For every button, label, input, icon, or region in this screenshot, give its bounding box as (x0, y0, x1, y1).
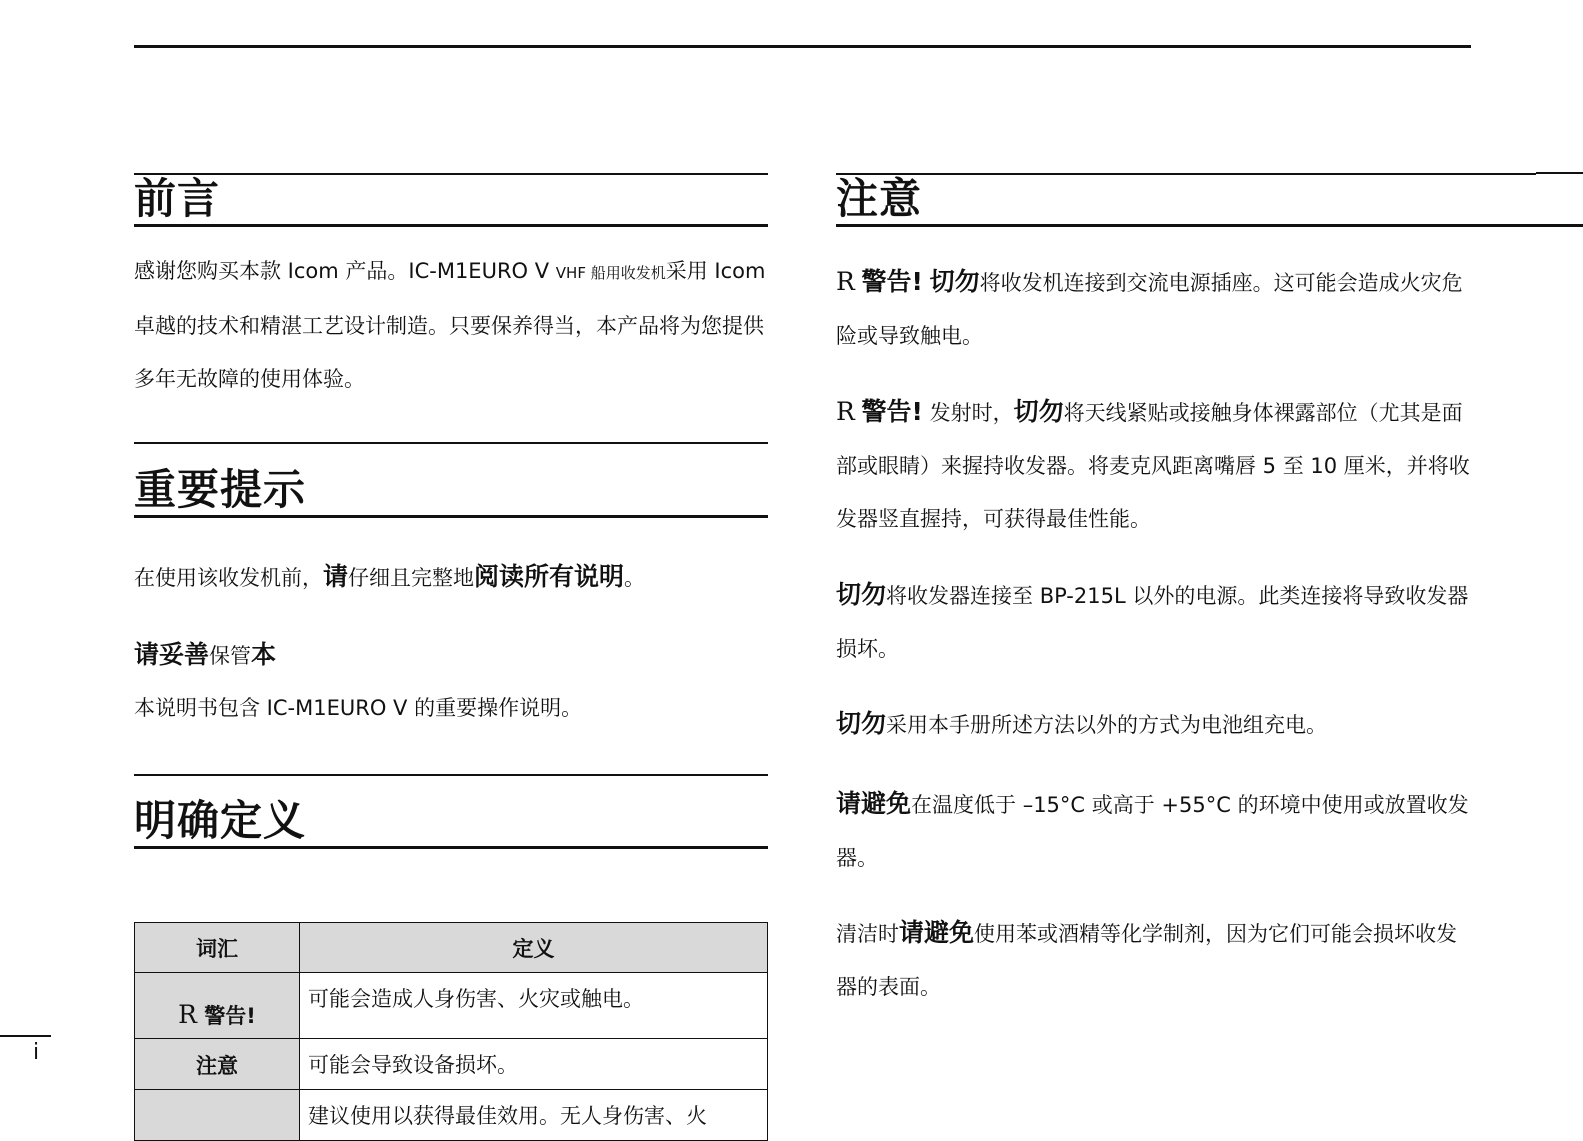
body-text: 将天线紧贴或接触身体裸露部位（尤其是面部或眼睛）来握持收发器。将麦克风距离嘴唇 5 至 10 厘米，并将收发器竖直握持，可获得最佳性能。 (836, 401, 1470, 531)
emphasis-text: 请避免 (899, 918, 975, 947)
warning-label: 警告! (861, 267, 923, 296)
preface-body (134, 245, 770, 406)
warning-symbol-icon: R (836, 267, 855, 296)
term-cell (135, 1090, 300, 1141)
term-cell (135, 973, 300, 1039)
body-text-pre: 清洁时 (836, 922, 899, 946)
important-text-d: 阅读所有说明 (474, 562, 625, 591)
caution-paragraph-4 (836, 697, 1496, 752)
preface-text-1: 感谢您购买本款 Icom 产品。IC-M1EURO V (134, 259, 556, 283)
important-line-1 (134, 550, 794, 605)
emphasis-text: 请避免 (836, 789, 912, 818)
keep-text-b: 保管 (209, 644, 252, 668)
caution-paragraph-3 (836, 568, 1476, 676)
warning-symbol-icon: R (178, 1000, 197, 1029)
caution-paragraph-1 (836, 255, 1476, 363)
caution-paragraph-5 (836, 777, 1476, 885)
important-text-b: 请 (323, 562, 349, 591)
preface-text-small: VHF 船用收发机 (555, 264, 666, 282)
caution-paragraph-2 (836, 385, 1476, 546)
table-row (135, 973, 768, 1039)
caution-top-rule-right (1536, 172, 1583, 174)
caution-title: 注意 (836, 174, 923, 223)
preface-top-rule (134, 173, 768, 175)
body-text: 在温度低于 –15°C 或高于 +55°C 的环境中使用或放置收发器。 (836, 793, 1469, 870)
important-top-rule (134, 442, 768, 444)
column-header-term: 词汇 (135, 923, 300, 973)
term-text: 警告! (204, 1004, 256, 1028)
body-text-pre: 发射时， (922, 401, 1014, 425)
emphasis-text: 切勿 (929, 267, 980, 296)
definitions-top-rule (134, 774, 768, 776)
definition-cell: 可能会导致设备损坏。 (300, 1039, 768, 1090)
important-bottom-rule (134, 515, 768, 518)
preface-text-2: 采用 Icom 卓越的技术和精湛工艺设计制造。只要保养得当，本产品将为您提供多年无故障的使用体验。 (134, 259, 766, 391)
emphasis-text: 切勿 (836, 580, 887, 609)
definition-cell: 可能会造成人身伤害、火灾或触电。 (300, 973, 768, 1039)
warning-symbol-icon: R (836, 397, 855, 426)
caution-top-rule-left (836, 173, 1536, 175)
keep-manual-heading (134, 628, 276, 683)
table-row (135, 1039, 768, 1090)
definitions-title: 明确定义 (134, 796, 307, 845)
body-text: 将收发器连接至 BP-215L 以外的电源。此类连接将导致收发器损坏。 (836, 584, 1469, 661)
body-text: 采用本手册所述方法以外的方式为电池组充电。 (886, 713, 1328, 737)
keep-text-c: 本 (251, 640, 277, 669)
emphasis-text: 切勿 (836, 709, 887, 738)
important-title: 重要提示 (134, 465, 307, 514)
emphasis-text: 切勿 (1013, 397, 1064, 426)
definition-cell: 建议使用以获得最佳效用。无人身伤害、火 (300, 1090, 768, 1141)
preface-title: 前言 (134, 174, 221, 223)
body-text: 将收发机连接到交流电源插座。这可能会造成火灾危险或导致触电。 (836, 271, 1463, 348)
table-header-row (135, 923, 768, 973)
keep-text-a: 请妥善 (134, 640, 210, 669)
table-row (135, 1090, 768, 1141)
important-text-e: 。 (624, 566, 646, 590)
definitions-table (134, 922, 768, 1141)
column-header-definition: 定义 (300, 923, 768, 973)
term-cell: 注意 (135, 1039, 300, 1090)
caution-bottom-rule (836, 224, 1583, 227)
header-rule (134, 45, 1471, 48)
definitions-bottom-rule (134, 846, 768, 849)
preface-bottom-rule (134, 224, 768, 227)
important-text-a: 在使用该收发机前， (134, 566, 323, 590)
important-text-c: 仔细且完整地 (348, 566, 475, 590)
warning-label: 警告! (861, 397, 923, 426)
body-text: 使用苯或酒精等化学制剂，因为它们可能会损坏收发器的表面。 (836, 922, 1458, 999)
important-line-2: 本说明书包含 IC-M1EURO V 的重要操作说明。 (134, 696, 583, 720)
page-number: i (33, 1040, 40, 1065)
caution-paragraph-6 (836, 906, 1476, 1014)
page-number-rule (0, 1035, 51, 1037)
